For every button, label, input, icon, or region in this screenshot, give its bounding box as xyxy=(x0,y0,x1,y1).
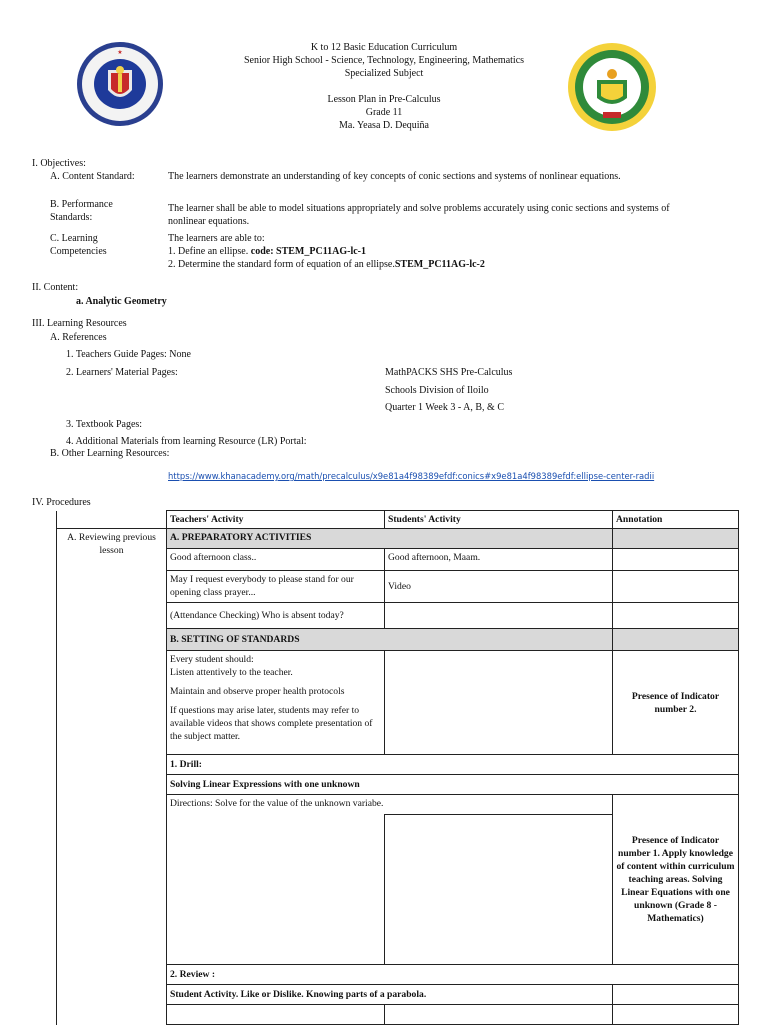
competency-2-code: STEM_PC11AG-lc-2 xyxy=(394,259,485,270)
references-label: A. References xyxy=(50,332,107,343)
performance-label-1: B. Performance xyxy=(50,199,113,210)
content-item: a. Analytic Geometry xyxy=(76,296,167,307)
textbook-pages: 3. Textbook Pages: xyxy=(66,419,143,430)
material-2: Schools Division of Iloilo xyxy=(385,385,489,396)
performance-text-1: The learner shall be able to model situations appropriately and solve problems accurately using conic sections and systems of xyxy=(168,203,670,214)
additional-materials: 4. Additional Materials from learning Resource (LR) Portal: xyxy=(66,436,307,447)
deped-seal-icon xyxy=(75,40,165,128)
standards-list xyxy=(167,651,385,755)
competency-1-text: 1. Define an ellipse. xyxy=(168,246,251,257)
col-teacher-header: Teachers' Activity xyxy=(167,511,385,529)
greet-students: Good afternoon, Maam. xyxy=(385,549,613,571)
standards-annotation-header-cell xyxy=(613,629,739,651)
competencies-intro: The learners are able to: xyxy=(168,233,265,244)
other-resources: B. Other Learning Resources: xyxy=(50,448,170,459)
preparatory-annotation-cell xyxy=(613,529,739,549)
standard-3: If questions may arise later, students may refer to available videos that shows complete presentation of the subject matter. xyxy=(170,705,373,742)
khan-academy-link[interactable]: https://www.khanacademy.org/math/precalculus/x9e81a4f98389efdf:conics#x9e81a4f98389efdf:ellipse-center-radii xyxy=(168,471,655,481)
review-annotation-cell xyxy=(613,1005,739,1025)
preparatory-activities-header: A. PREPARATORY ACTIVITIES xyxy=(167,529,613,549)
content-standard-text: The learners demonstrate an understanding of key concepts of conic sections and systems of nonlinear equations. xyxy=(168,171,621,182)
setting-standards-header: B. SETTING OF STANDARDS xyxy=(167,629,613,651)
drill-teacher-area xyxy=(167,815,385,965)
annotation-indicator-2: Presence of Indicator number 2. xyxy=(613,651,739,755)
review-students-cell xyxy=(385,1005,613,1025)
review-teacher-cell xyxy=(167,1005,385,1025)
attendance-teacher: (Attendance Checking) Who is absent today? xyxy=(167,603,385,629)
performance-text-2: nonlinear equations. xyxy=(168,216,250,227)
prayer-annotation xyxy=(613,571,739,603)
table-corner xyxy=(57,511,167,529)
drill-students-area xyxy=(385,815,613,965)
header-line-3: Specialized Subject xyxy=(344,68,424,79)
objectives-heading: I. Objectives: xyxy=(32,158,86,169)
review-header: 2. Review : xyxy=(167,965,739,985)
lesson-plan-title: Lesson Plan in Pre-Calculus xyxy=(327,94,441,105)
drill-title: Solving Linear Expressions with one unknown xyxy=(167,775,739,795)
greet-teacher: Good afternoon class.. xyxy=(167,549,385,571)
standard-1: Listen attentively to the teacher. xyxy=(170,667,293,678)
competencies-label-2: Competencies xyxy=(50,246,107,257)
content-heading: II. Content: xyxy=(32,282,79,293)
competency-2 xyxy=(168,259,485,270)
learners-material: 2. Learners' Material Pages: xyxy=(66,367,178,378)
procedures-heading: IV. Procedures xyxy=(32,497,91,508)
prayer-students: Video xyxy=(385,571,613,603)
header-line-2: Senior High School - Science, Technology, Engineering, Mathematics xyxy=(243,55,525,66)
procedures-table xyxy=(56,510,739,1025)
content-standard-label: A. Content Standard: xyxy=(50,171,135,182)
annotation-indicator-1: Presence of Indicator number 1. Apply knowledge of content within curriculum teaching areas. Solving Linear Equations with one unknown (Grade 8 - Mathematics) xyxy=(613,795,739,965)
reviewing-previous-lesson-label: A. Reviewing previous lesson xyxy=(57,529,167,1025)
material-1: MathPACKS SHS Pre-Calculus xyxy=(385,367,513,378)
competency-1-code: code: STEM_PC11AG-lc-1 xyxy=(250,246,367,257)
competencies-label-1: C. Learning xyxy=(50,233,98,244)
author-name: Ma. Yeasa D. Dequiña xyxy=(339,120,429,131)
review-annotation xyxy=(613,985,739,1005)
header-line-1: K to 12 Basic Education Curriculum xyxy=(310,42,458,53)
standard-2: Maintain and observe proper health protocols xyxy=(170,686,345,697)
performance-label-2: Standards: xyxy=(50,212,93,223)
standards-intro: Every student should: xyxy=(170,654,254,665)
greet-annotation xyxy=(613,549,739,571)
material-3: Quarter 1 Week 3 - A, B, & C xyxy=(385,402,504,413)
resources-heading: III. Learning Resources xyxy=(32,318,127,329)
attendance-students xyxy=(385,603,613,629)
grade-level: Grade 11 xyxy=(365,107,403,118)
attendance-annotation xyxy=(613,603,739,629)
col-students-header: Students' Activity xyxy=(385,511,613,529)
teachers-guide: 1. Teachers Guide Pages: None xyxy=(66,349,191,360)
col-annotation-header: Annotation xyxy=(613,511,739,529)
competency-1 xyxy=(168,246,366,257)
review-activity: Student Activity. Like or Dislike. Knowing parts of a parabola. xyxy=(167,985,613,1005)
prayer-teacher: May I request everybody to please stand for our opening class prayer... xyxy=(167,571,385,603)
drill-header: 1. Drill: xyxy=(167,755,739,775)
competency-2-text: 2. Determine the standard form of equation of an ellipse. xyxy=(168,259,395,270)
drill-directions: Directions: Solve for the value of the unknown variabe. xyxy=(167,795,613,815)
svg-text:★: ★ xyxy=(117,49,123,56)
standards-students xyxy=(385,651,613,755)
